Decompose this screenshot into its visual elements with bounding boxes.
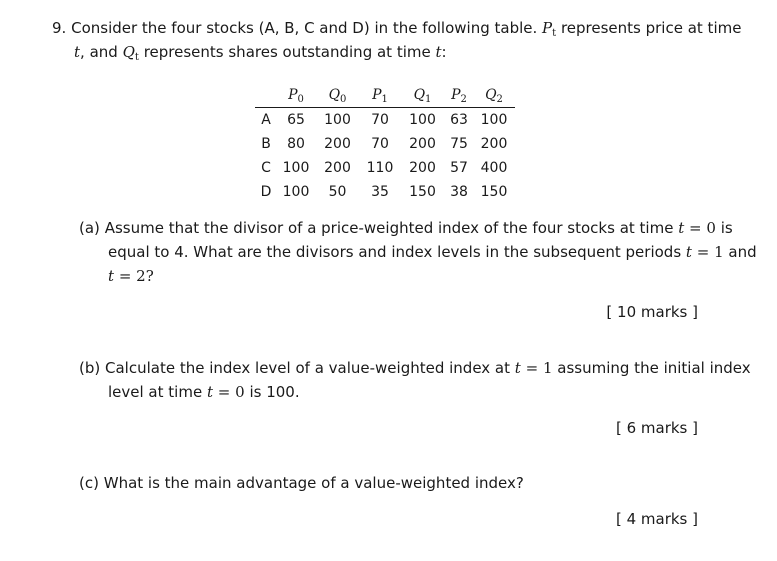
part-label: (b) [79, 359, 101, 377]
time-equation: = 1 [525, 359, 553, 377]
table-row [255, 180, 515, 204]
part-text: is [720, 219, 733, 237]
question-intro-text: : [441, 43, 447, 61]
time-symbol: t [108, 267, 115, 285]
price-symbol: $P_t$ [542, 19, 557, 39]
part-text: assuming the initial index [557, 359, 751, 377]
table-cell: 100 [282, 160, 310, 176]
part-c-line1 [79, 474, 524, 492]
table-cell: 57 [450, 160, 468, 176]
table-cell: 200 [324, 160, 351, 176]
question-intro-line2 [74, 43, 447, 63]
time-symbol: t [685, 243, 692, 261]
table-cell: 150 [480, 184, 508, 200]
part-text: What is the main advantage of a value-weighted index? [103, 474, 524, 492]
part-a-line3 [108, 267, 154, 285]
part-label: (c) [79, 474, 99, 492]
row-label: D [260, 184, 272, 200]
part-text: is 100. [249, 383, 300, 401]
part-label: (a) [79, 219, 100, 237]
table-header-cell: $Q_2$ [485, 87, 503, 105]
table-cell: 100 [282, 184, 310, 200]
table-cell: 65 [287, 112, 305, 128]
part-text: and [728, 243, 757, 261]
table-cell: 75 [450, 136, 468, 152]
part-text: equal to 4. What are the divisors and index levels in the subsequent periods [108, 243, 682, 261]
table-header-cell: $P_1$ [372, 87, 388, 105]
table-row [255, 156, 515, 180]
table-cell: 200 [480, 136, 508, 152]
row-label: C [261, 160, 271, 176]
table-cell: 200 [409, 160, 436, 176]
part-b-line2 [108, 383, 300, 401]
table-row [255, 108, 515, 133]
time-symbol: t [435, 43, 442, 61]
time-equation: = 0 [217, 383, 245, 401]
table-header-cell [255, 85, 277, 108]
question-intro-text: Consider the four stocks (A, B, C and D) in the following table. [71, 19, 538, 37]
table-header-row [255, 85, 515, 108]
question-intro-text: , and [80, 43, 118, 61]
part-a-line1 [79, 219, 733, 237]
time-symbol: t [678, 219, 685, 237]
table-cell: 38 [450, 184, 468, 200]
row-label: A [261, 112, 271, 128]
table-cell: 200 [409, 136, 436, 152]
table-cell: 70 [371, 112, 389, 128]
table-cell: 70 [371, 136, 389, 152]
table-cell: 100 [324, 112, 351, 128]
table-cell: 50 [328, 184, 347, 200]
table-cell: 150 [409, 184, 436, 200]
part-b-marks: [ 6 marks ] [615, 419, 698, 437]
part-text: Calculate the index level of a value-weighted index at [105, 359, 511, 377]
time-symbol: t [514, 359, 521, 377]
time-symbol: t [206, 383, 213, 401]
table-cell: 35 [371, 184, 389, 200]
part-b-line1 [79, 359, 751, 377]
part-text: level at time [108, 383, 203, 401]
part-c-marks: [ 4 marks ] [615, 510, 698, 528]
question-intro-text: represents price at time [560, 19, 742, 37]
table-cell: 63 [450, 112, 468, 128]
part-a-line2 [108, 243, 757, 261]
time-equation: = 0 [689, 219, 716, 237]
time-equation: = 1 [696, 243, 724, 261]
table-cell: 110 [366, 160, 394, 176]
stock-table [255, 85, 515, 204]
row-label: B [261, 136, 271, 152]
table-cell: 400 [480, 160, 508, 176]
question-intro-line1 [52, 19, 741, 39]
time-symbol: t [74, 43, 81, 61]
table-cell: 100 [480, 112, 508, 128]
table-cell: 80 [287, 136, 305, 152]
table-row [255, 132, 515, 156]
part-a-marks: [ 10 marks ] [606, 303, 698, 321]
question-number: 9. [52, 19, 67, 37]
table-header-cell: $Q_1$ [413, 87, 432, 105]
table-cell: 200 [324, 136, 351, 152]
table-header-cell: $Q_0$ [328, 87, 347, 105]
shares-symbol: $Q_t$ [122, 43, 139, 63]
table-header-cell: $P_2$ [451, 87, 467, 105]
time-equation: = 2? [118, 267, 154, 285]
table-cell: 100 [409, 112, 436, 128]
part-text: Assume that the divisor of a price-weighted index of the four stocks at time [104, 219, 674, 237]
question-intro-text: represents shares outstanding at time [143, 43, 431, 61]
table-header-cell: $P_0$ [288, 87, 304, 105]
